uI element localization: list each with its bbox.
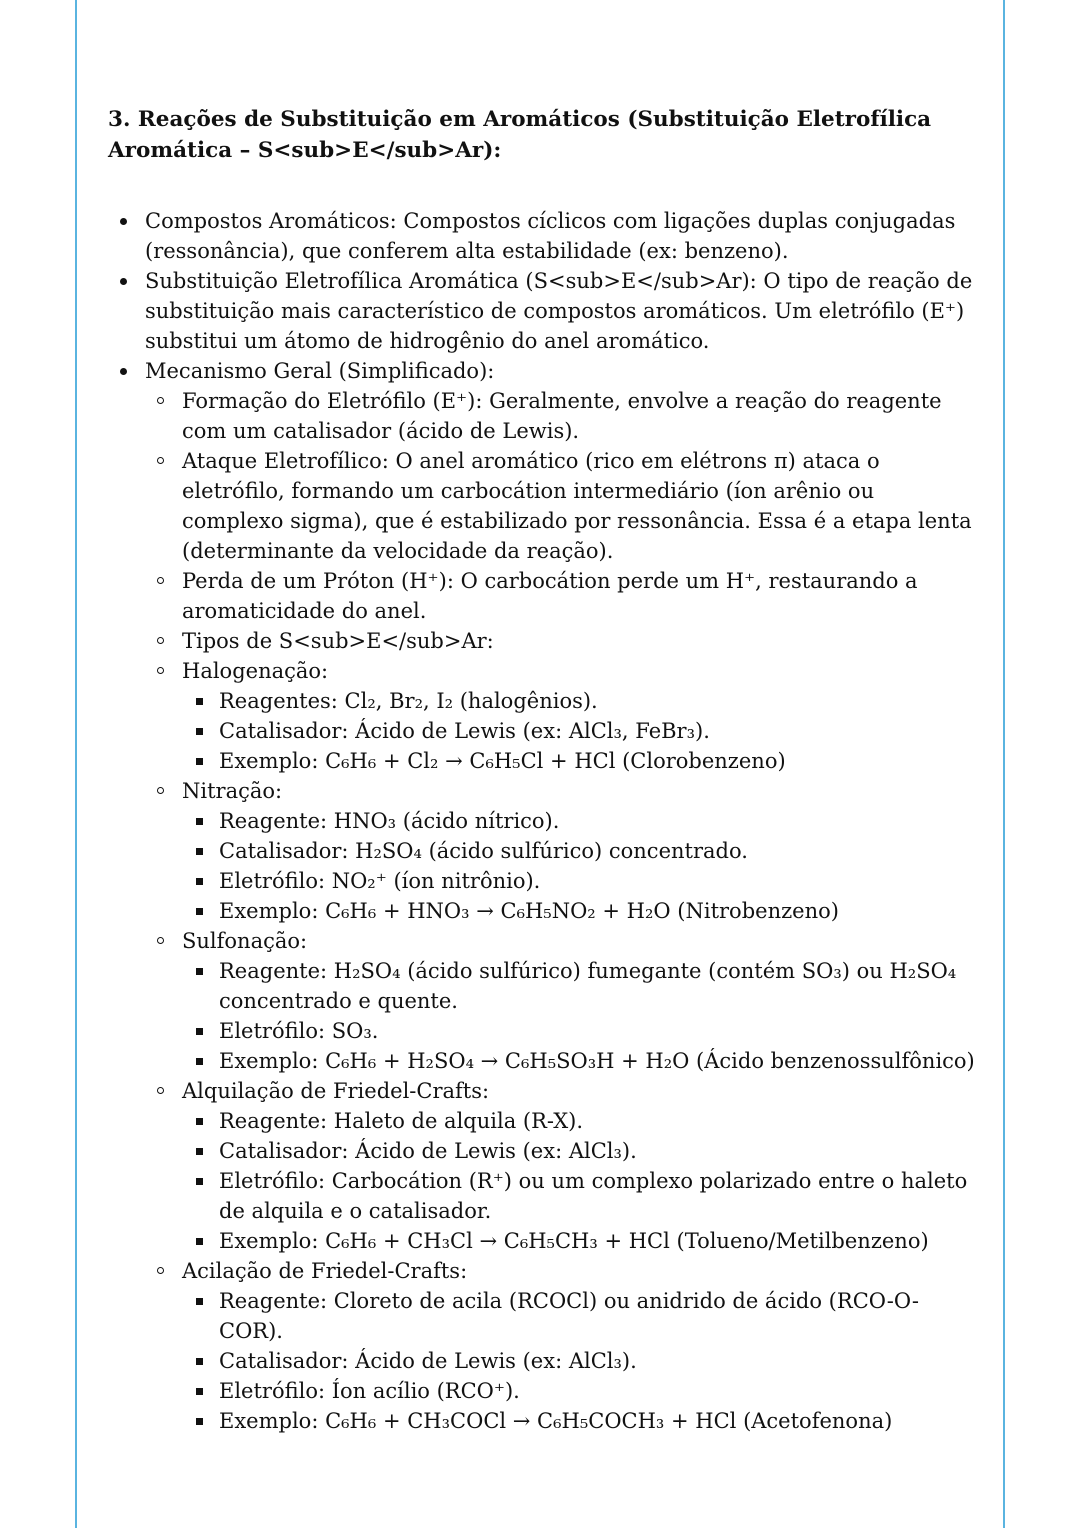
list-item: Reagente: HNO₃ (ácido nítrico). <box>182 806 978 836</box>
list-item: Substituição Eletrofílica Aromática (S<sub>E</sub>Ar): O tipo de reação de substituição mais característico de compostos aromáticos. Um eletrófilo (E⁺) substitui um átomo de hidrogênio do anel aromático. <box>108 266 978 356</box>
list-item: Ataque Eletrofílico: O anel aromático (rico em elétrons π) ataca o eletrófilo, formando um carbocátion intermediário (íon arênio ou complexo sigma), que é estabilizado por ressonância. Essa é a etapa lenta (determinante da velocidade da reação). <box>145 446 978 566</box>
sulfonacao-item <box>145 926 978 1076</box>
alquilacao-list <box>182 1106 978 1256</box>
list-item: Catalisador: Ácido de Lewis (ex: AlCl₃). <box>182 1346 978 1376</box>
list-item: Compostos Aromáticos: Compostos cíclicos com ligações duplas conjugadas (ressonância), que conferem alta estabilidade (ex: benzeno). <box>108 206 978 266</box>
sulfonacao-list <box>182 956 978 1076</box>
list-item: Catalisador: Ácido de Lewis (ex: AlCl₃, FeBr₃). <box>182 716 978 746</box>
list-item: Tipos de S<sub>E</sub>Ar: <box>145 626 978 656</box>
acilacao-item <box>145 1256 978 1436</box>
acilacao-title: Acilação de Friedel-Crafts: <box>182 1259 468 1283</box>
list-item: Perda de um Próton (H⁺): O carbocátion perde um H⁺, restaurando a aromaticidade do anel. <box>145 566 978 626</box>
list-item: Exemplo: C₆H₆ + Cl₂ → C₆H₅Cl + HCl (Clorobenzeno) <box>182 746 978 776</box>
list-item: Exemplo: C₆H₆ + H₂SO₄ → C₆H₅SO₃H + H₂O (Ácido benzenossulfônico) <box>182 1046 978 1076</box>
list-item: Reagente: Haleto de alquila (R-X). <box>182 1106 978 1136</box>
list-item: Reagentes: Cl₂, Br₂, I₂ (halogênios). <box>182 686 978 716</box>
list-item: Eletrófilo: Íon acílio (RCO⁺). <box>182 1376 978 1406</box>
list-item: Formação do Eletrófilo (E⁺): Geralmente, envolve a reação do reagente com um catalisador (ácido de Lewis). <box>145 386 978 446</box>
nitracao-title: Nitração: <box>182 779 283 803</box>
halogenacao-item <box>145 656 978 776</box>
list-item <box>108 356 978 1436</box>
main-list <box>108 206 978 1436</box>
content <box>108 104 978 1436</box>
list-item: Reagente: H₂SO₄ (ácido sulfúrico) fumegante (contém SO₃) ou H₂SO₄ concentrado e quente. <box>182 956 978 1016</box>
nitracao-item <box>145 776 978 926</box>
halogenacao-list <box>182 686 978 776</box>
list-item: Eletrófilo: SO₃. <box>182 1016 978 1046</box>
list-item: Catalisador: H₂SO₄ (ácido sulfúrico) concentrado. <box>182 836 978 866</box>
list-item: Catalisador: Ácido de Lewis (ex: AlCl₃). <box>182 1136 978 1166</box>
nitracao-list <box>182 806 978 926</box>
list-item: Exemplo: C₆H₆ + HNO₃ → C₆H₅NO₂ + H₂O (Nitrobenzeno) <box>182 896 978 926</box>
alquilacao-item <box>145 1076 978 1256</box>
alquilacao-title: Alquilação de Friedel-Crafts: <box>182 1079 490 1103</box>
list-item: Exemplo: C₆H₆ + CH₃Cl → C₆H₅CH₃ + HCl (Tolueno/Metilbenzeno) <box>182 1226 978 1256</box>
list-item: Reagente: Cloreto de acila (RCOCl) ou anidrido de ácido (RCO-O-COR). <box>182 1286 978 1346</box>
list-item: Eletrófilo: Carbocátion (R⁺) ou um complexo polarizado entre o haleto de alquila e o catalisador. <box>182 1166 978 1226</box>
list-item: Exemplo: C₆H₆ + CH₃COCl → C₆H₅COCH₃ + HCl (Acetofenona) <box>182 1406 978 1436</box>
acilacao-list <box>182 1286 978 1436</box>
halogenacao-title: Halogenação: <box>182 659 329 683</box>
mechanism-list <box>145 386 978 1436</box>
page-border-right <box>1003 0 1005 1528</box>
list-item: Eletrófilo: NO₂⁺ (íon nitrônio). <box>182 866 978 896</box>
list-item-text: Mecanismo Geral (Simplificado): <box>145 359 495 383</box>
page-border-left <box>75 0 77 1528</box>
section-heading: 3. Reações de Substituição em Aromáticos (Substituição Eletrofílica Aromática – S<sub>E</sub>Ar): <box>108 107 932 163</box>
sulfonacao-title: Sulfonação: <box>182 929 308 953</box>
